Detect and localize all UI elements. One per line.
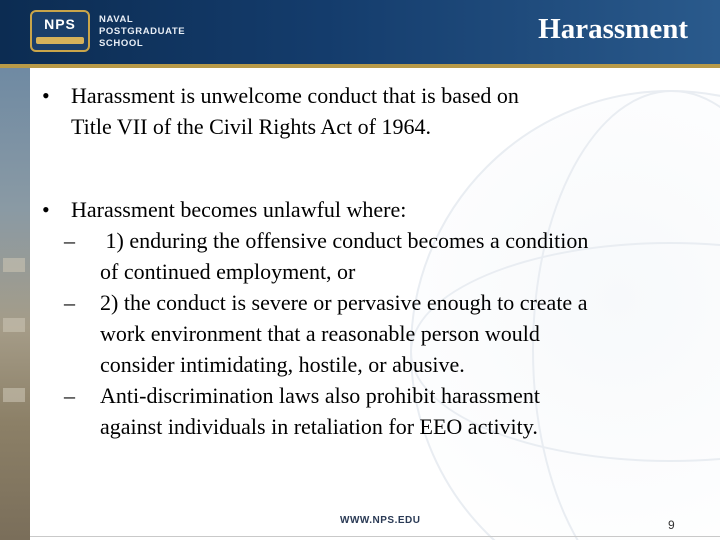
- sub-line: work environment that a reasonable person would: [100, 321, 540, 346]
- seal-banner: [36, 37, 84, 44]
- school-name-line: SCHOOL: [99, 38, 144, 49]
- bullet-line: Harassment is unwelcome conduct that is based on: [71, 83, 519, 108]
- school-name-line: POSTGRADUATE: [99, 26, 186, 37]
- bullet-line: Title VII of the Civil Rights Act of 1964.: [71, 114, 431, 139]
- footer-divider: [30, 536, 720, 537]
- bullet-item: [42, 194, 692, 225]
- bullet-item: [42, 80, 692, 142]
- bullet-dot: •: [42, 197, 50, 222]
- sub-line: 2) the conduct is severe or pervasive enough to create a: [100, 290, 588, 315]
- sub-line: against individuals in retaliation for EEO activity.: [100, 414, 538, 439]
- slide-content: [42, 80, 692, 442]
- school-name: [99, 14, 185, 50]
- sub-dash: –: [64, 290, 75, 315]
- header-bar: [0, 0, 720, 64]
- sub-line: Anti-discrimination laws also prohibit harassment: [100, 383, 540, 408]
- bullet-dot: •: [42, 83, 50, 108]
- footer-url: WWW.NPS.EDU: [340, 515, 421, 526]
- building-shape: [3, 388, 25, 402]
- seal-text: NPS: [44, 16, 76, 32]
- sub-line: consider intimidating, hostile, or abusive.: [100, 352, 465, 377]
- page-number: 9: [668, 518, 675, 532]
- spacer: [42, 142, 692, 194]
- building-shape: [3, 318, 25, 332]
- building-shape: [3, 258, 25, 272]
- sub-dash: –: [64, 383, 75, 408]
- sub-item: [42, 380, 692, 442]
- slide-title: Harassment: [538, 13, 688, 45]
- sub-line: 1) enduring the offensive conduct becomes a condition: [100, 228, 589, 253]
- campus-photo-strip: [0, 68, 30, 540]
- nps-seal-logo: [30, 10, 90, 52]
- sub-line: of continued employment, or: [100, 259, 356, 284]
- header-gold-rule: [0, 64, 720, 68]
- school-name-line: NAVAL: [99, 14, 134, 25]
- sub-dash: –: [64, 228, 75, 253]
- sub-item: [42, 287, 692, 380]
- bullet-line: Harassment becomes unlawful where:: [71, 197, 407, 222]
- sub-item: [42, 225, 692, 287]
